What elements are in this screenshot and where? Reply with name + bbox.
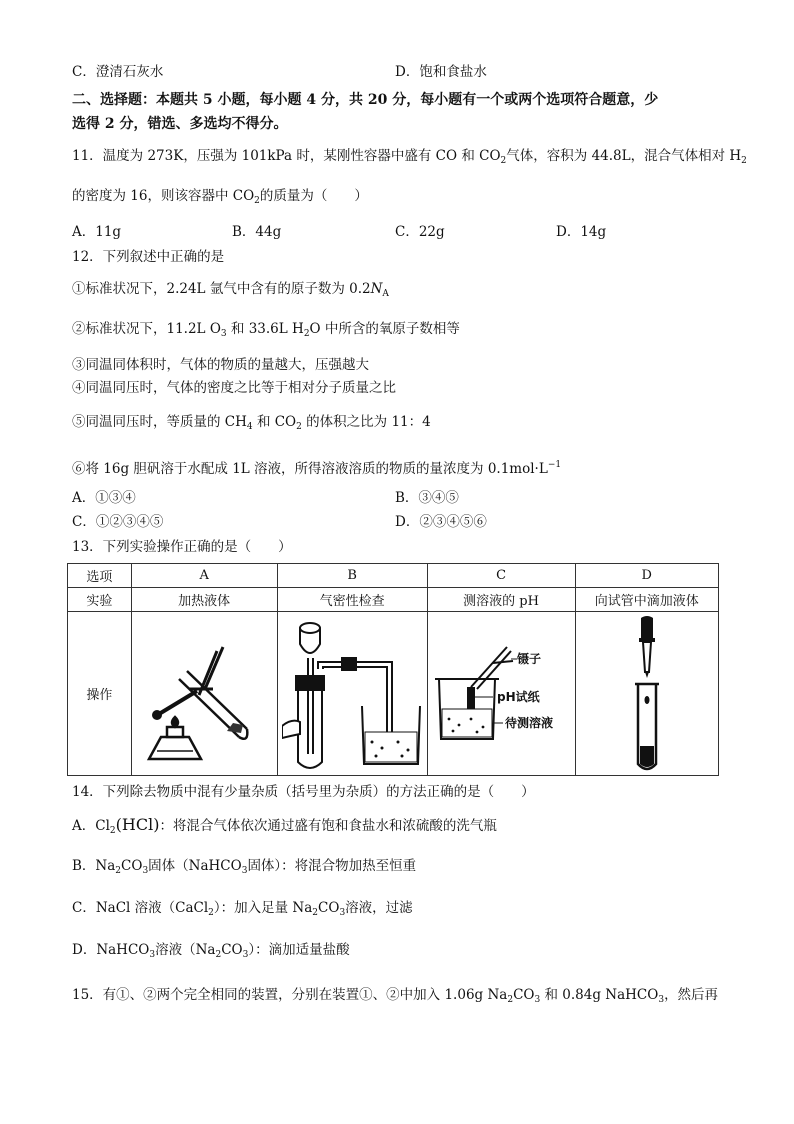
q12-option-a: A．①③④: [72, 490, 136, 506]
q14-d-text-d: ）：滴加适量盐酸: [248, 942, 350, 958]
q12-option-b: B．③④⑤: [395, 490, 459, 506]
sub-2: 2: [741, 156, 747, 166]
sub-3: 3: [220, 329, 227, 339]
q11-stem-line2: [72, 186, 368, 211]
sub-3: 3: [534, 995, 541, 1005]
q14-c-text-b: ）：加入足量 Na: [213, 900, 313, 916]
label-ph-paper: pH试纸: [497, 689, 540, 704]
q14-a-text-c: ：将混合气体依次通过盛有饱和食盐水和浓硫酸的洗气瓶: [159, 818, 497, 834]
section2-header-line2: 选得 2 分，错选、多选均不得分。: [72, 116, 288, 132]
q14-c-text-c: CO: [318, 900, 340, 916]
sub-3: 3: [142, 866, 149, 876]
q12-statement-5: [72, 412, 431, 437]
sub-2: 2: [115, 866, 122, 876]
q12-s2-text-a: ②标准状况下，11.2L O: [72, 321, 221, 337]
q11-option-d: D．14g: [556, 224, 607, 240]
table-cell: 测溶液的 pH: [427, 588, 575, 612]
sub-3: 3: [658, 995, 665, 1005]
q15-stem: [72, 985, 718, 1010]
q11-text-d: 的质量为（ ）: [259, 188, 368, 204]
q12-s5-text-b: 和 CO: [256, 414, 297, 430]
sub-4: 4: [246, 422, 253, 432]
sup-minus-1: −1: [547, 460, 562, 470]
q14-option-b: [72, 856, 416, 881]
q14-stem: 14．下列除去物质中混有少量杂质（括号里为杂质）的方法正确的是（ ）: [72, 784, 535, 800]
table-cell: A: [131, 564, 277, 588]
q15-text-c: 和 0.84g NaHCO: [544, 987, 659, 1003]
q14-b-text-a: B．Na: [72, 858, 116, 874]
q12-statement-3: ③同温同体积时，气体的物质的量越大，压强越大: [72, 357, 369, 373]
q10-option-c: C．澄清石灰水: [72, 64, 164, 80]
q12-statement-2: [72, 319, 460, 344]
q12-statement-4: ④同温同压时，气体的密度之比等于相对分子质量之比: [72, 380, 396, 396]
q12-s5-text-c: 的体积之比为 11：4: [306, 414, 431, 430]
table-cell: C: [427, 564, 575, 588]
table-cell: D: [575, 564, 718, 588]
q14-d-text-c: CO: [221, 942, 243, 958]
ph-measurement-figure: [427, 612, 575, 776]
q12-s6-text: ⑥将 16g 胆矾溶于水配成 1L 溶液，所得溶液溶质的物质的量浓度为 0.1mol·L: [72, 461, 548, 477]
q12-statement-6: [72, 455, 561, 479]
sub-3: 3: [241, 866, 248, 876]
q14-a-text-a: A．Cl: [72, 818, 110, 834]
q11-option-a: A．11g: [72, 224, 122, 240]
table-cell: 操作: [68, 612, 132, 776]
q13-stem: 13．下列实验操作正确的是（ ）: [72, 539, 292, 555]
heating-liquid-figure: [131, 612, 277, 776]
q14-b-text-b: CO: [121, 858, 143, 874]
dropper-illustration: [627, 616, 667, 772]
q12-option-d: D．②③④⑤⑥: [395, 514, 487, 530]
q15-text-d: ，然后再: [664, 987, 719, 1003]
q15-text-b: CO: [513, 987, 535, 1003]
label-tweezers: 镊子: [517, 651, 542, 666]
q12-s1-n: N: [370, 281, 383, 297]
q12-s2-text-b: 和 33.6L H: [230, 321, 304, 337]
q11-text-b: 气体，容积为 44.8L，混合气体相对 H: [506, 148, 742, 164]
sub-2: 2: [109, 826, 116, 836]
heating-apparatus-illustration: [139, 619, 269, 769]
sub-2: 2: [215, 950, 222, 960]
table-cell: 选项: [68, 564, 132, 588]
airtightness-check-figure: [277, 612, 427, 776]
q11-text-a: 11．温度为 273K，压强为 101kPa 时，某刚性容器中盛有 CO 和 CO: [72, 148, 501, 164]
table-cell: 加热液体: [131, 588, 277, 612]
q11-option-b: B．44g: [232, 224, 282, 240]
q14-option-c: [72, 898, 413, 923]
q10-option-d: D．饱和食盐水: [395, 64, 487, 80]
sub-2: 2: [500, 156, 507, 166]
table-row-experiment: [68, 588, 719, 612]
q14-b-text-c: 固体（NaHCO: [148, 858, 242, 874]
sub-2: 2: [254, 196, 260, 206]
sub-a: A: [382, 289, 389, 299]
q11-stem-line1: [72, 146, 747, 171]
q15-text-a: 15．有①、②两个完全相同的装置，分别在装置①、②中加入 1.06g Na: [72, 987, 508, 1003]
sub-3: 3: [149, 950, 156, 960]
sub-3: 3: [242, 950, 249, 960]
q14-b-text-d: 固体）：将混合物加热至恒重: [247, 858, 417, 874]
sub-2: 2: [507, 995, 514, 1005]
table-cell: 向试管中滴加液体: [575, 588, 718, 612]
q14-option-d: [72, 940, 350, 965]
table-cell: 气密性检查: [277, 588, 427, 612]
q12-s1-text: ①标准状况下，2.24L 氩气中含有的原子数为 0.2: [72, 281, 371, 297]
q12-option-c: C．①②③④⑤: [72, 514, 164, 530]
sub-3: 3: [339, 908, 346, 918]
q12-s2-text-c: O 中所含的氧原子数相等: [309, 321, 460, 337]
q12-stem: 12．下列叙述中正确的是: [72, 249, 225, 265]
table-header-row: [68, 564, 719, 588]
sub-2: 2: [312, 908, 319, 918]
q14-option-a: [72, 815, 497, 841]
sub-2: 2: [296, 422, 302, 432]
q14-c-text-a: C．NaCl 溶液（CaCl: [72, 900, 209, 916]
q14-a-text-b: (HCl): [115, 815, 160, 834]
q13-experiment-table: [67, 563, 719, 776]
q14-c-text-d: 溶液，过滤: [345, 900, 413, 916]
sub-2: 2: [208, 908, 214, 918]
section2-header-line1: 二、选择题：本题共 5 小题，每小题 4 分，共 20 分，每小题有一个或两个选项符合题意，少: [72, 92, 659, 108]
q12-s5-text-a: ⑤同温同压时，等质量的 CH: [72, 414, 247, 430]
table-cell: 实验: [68, 588, 132, 612]
ph-apparatus-illustration: [431, 639, 571, 749]
sub-2: 2: [303, 329, 310, 339]
label-test-solution: 待测溶液: [505, 715, 554, 730]
airtightness-apparatus-illustration: [282, 614, 422, 774]
table-cell: B: [277, 564, 427, 588]
dropper-figure: [575, 612, 718, 776]
q12-statement-1: [72, 279, 389, 304]
q14-d-text-b: 溶液（Na: [155, 942, 216, 958]
q14-d-text-a: D．NaHCO: [72, 942, 150, 958]
q11-text-c: 的密度为 16，则该容器中 CO: [72, 188, 255, 204]
table-row-operation: [68, 612, 719, 776]
q11-option-c: C．22g: [395, 224, 445, 240]
